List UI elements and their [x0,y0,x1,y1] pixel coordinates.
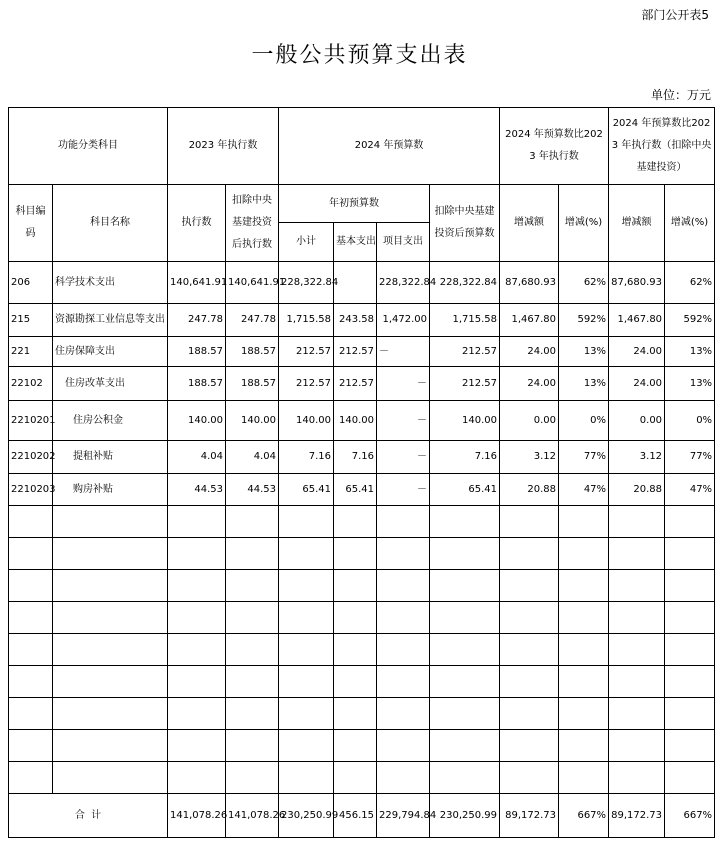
empty-cell [430,634,500,666]
empty-cell [53,602,168,634]
row-budget-excl: 65.41 [430,474,500,506]
row-budget-excl: 7.16 [430,441,500,474]
empty-cell [53,634,168,666]
row-exec-excl: 140.00 [226,401,279,441]
empty-cell [665,602,715,634]
row-project: － [377,337,430,367]
empty-cell [665,538,715,570]
empty-cell [500,570,559,602]
empty-cell [665,634,715,666]
empty-cell [168,570,226,602]
empty-cell [377,602,430,634]
empty-cell [334,762,377,794]
empty-cell [609,730,665,762]
row-name: 购房补贴 [53,474,168,506]
page-title: 一般公共预算支出表 [251,43,468,68]
empty-cell [53,698,168,730]
header-budget-excl: 扣除中央基建投资后预算数 [430,185,500,262]
empty-cell [226,730,279,762]
row-project: 1,472.00 [377,304,430,337]
empty-cell [168,666,226,698]
row-exec: 188.57 [168,337,226,367]
row-pct: 0% [559,401,609,441]
row-project: － [377,474,430,506]
empty-cell [53,506,168,538]
row-project: 228,322.84 [377,262,430,304]
total-subtotal: 230,250.99 [279,794,334,838]
row-code: 2210203 [9,474,53,506]
row-code: 215 [9,304,53,337]
empty-cell [168,538,226,570]
row-name: 住房保障支出 [53,337,168,367]
empty-cell [377,666,430,698]
empty-cell [377,634,430,666]
row-exec-excl: 4.04 [226,441,279,474]
row-inc-2: 87,680.93 [609,262,665,304]
empty-cell [279,698,334,730]
empty-cell [665,698,715,730]
header-func-class: 功能分类科目 [9,108,168,185]
row-name: 住房公积金 [53,401,168,441]
total-budget-excl: 230,250.99 [430,794,500,838]
row-code: 22102 [9,367,53,401]
row-exec-excl: 247.78 [226,304,279,337]
empty-cell [377,506,430,538]
empty-row [9,666,715,698]
row-subtotal: 65.41 [279,474,334,506]
table-row [9,474,715,506]
header-compare-exec: 2024 年预算数比2023 年执行数 [500,108,609,185]
empty-cell [500,762,559,794]
empty-cell [377,698,430,730]
empty-cell [226,634,279,666]
row-pct: 13% [559,367,609,401]
empty-cell [226,602,279,634]
row-code: 221 [9,337,53,367]
empty-cell [53,730,168,762]
empty-cell [665,570,715,602]
total-basic: 456.15 [334,794,377,838]
row-budget-excl: 1,715.58 [430,304,500,337]
empty-cell [279,506,334,538]
row-inc-2: 20.88 [609,474,665,506]
empty-cell [609,762,665,794]
empty-cell [500,666,559,698]
row-pct-2: 0% [665,401,715,441]
row-name: 提租补贴 [53,441,168,474]
empty-cell [500,506,559,538]
row-pct: 13% [559,337,609,367]
empty-cell [9,666,53,698]
row-budget-excl: 212.57 [430,337,500,367]
row-exec: 247.78 [168,304,226,337]
row-code: 206 [9,262,53,304]
empty-cell [559,538,609,570]
empty-cell [53,570,168,602]
empty-cell [226,570,279,602]
header-compare-exec-excl: 2024 年预算数比2023 年执行数（扣除中央基建投资） [609,108,715,185]
empty-cell [279,538,334,570]
empty-cell [9,570,53,602]
empty-cell [9,698,53,730]
empty-cell [226,762,279,794]
header-project: 项目支出 [377,223,430,262]
row-exec: 44.53 [168,474,226,506]
empty-cell [609,506,665,538]
empty-row [9,698,715,730]
row-basic: 7.16 [334,441,377,474]
row-inc: 87,680.93 [500,262,559,304]
empty-cell [665,666,715,698]
total-project: 229,794.84 [377,794,430,838]
empty-cell [9,506,53,538]
header-basic: 基本支出 [334,223,377,262]
row-inc-2: 24.00 [609,337,665,367]
header-subtotal: 小计 [279,223,334,262]
table-row [9,367,715,401]
row-subtotal: 1,715.58 [279,304,334,337]
empty-cell [334,666,377,698]
header-exec-2023: 2023 年执行数 [168,108,279,185]
empty-cell [559,506,609,538]
total-label: 合 计 [9,794,168,838]
header-exec-excl: 扣除中央基建投资后执行数 [226,185,279,262]
empty-cell [168,762,226,794]
row-subtotal: 212.57 [279,367,334,401]
empty-cell [559,730,609,762]
row-pct: 77% [559,441,609,474]
header-inc-pct: 增减(%) [559,185,609,262]
row-inc: 3.12 [500,441,559,474]
empty-cell [226,538,279,570]
row-pct: 62% [559,262,609,304]
row-code: 2210201 [9,401,53,441]
empty-cell [377,538,430,570]
empty-cell [609,666,665,698]
table-row [9,304,715,337]
row-exec-excl: 188.57 [226,367,279,401]
row-pct: 47% [559,474,609,506]
empty-cell [430,570,500,602]
row-basic: 212.57 [334,367,377,401]
row-inc: 0.00 [500,401,559,441]
header-initial-budget: 年初预算数 [279,185,430,223]
row-basic: 243.58 [334,304,377,337]
row-project: － [377,367,430,401]
empty-cell [430,506,500,538]
row-pct-2: 62% [665,262,715,304]
row-basic: 212.57 [334,337,377,367]
row-pct: 592% [559,304,609,337]
row-pct-2: 592% [665,304,715,337]
total-exec: 141,078.26 [168,794,226,838]
row-pct-2: 13% [665,337,715,367]
total-inc-2: 89,172.73 [609,794,665,838]
empty-cell [334,730,377,762]
empty-row [9,602,715,634]
total-pct-2: 667% [665,794,715,838]
empty-row [9,762,715,794]
budget-table [8,107,715,838]
row-pct-2: 47% [665,474,715,506]
empty-cell [665,506,715,538]
empty-cell [334,602,377,634]
empty-cell [430,762,500,794]
empty-cell [430,666,500,698]
empty-cell [279,730,334,762]
empty-cell [665,762,715,794]
row-subtotal: 212.57 [279,337,334,367]
header-budget-2024: 2024 年预算数 [279,108,500,185]
header-inc-pct-2: 增减(%) [665,185,715,262]
empty-cell [168,506,226,538]
empty-cell [377,730,430,762]
header-inc-amt: 增减额 [500,185,559,262]
table-row [9,441,715,474]
empty-cell [377,570,430,602]
empty-cell [334,506,377,538]
empty-row [9,634,715,666]
empty-cell [500,602,559,634]
row-subtotal: 7.16 [279,441,334,474]
empty-row [9,538,715,570]
unit-label: 单位：万元 [650,88,711,102]
empty-row [9,730,715,762]
empty-cell [9,538,53,570]
empty-cell [168,698,226,730]
row-budget-excl: 212.57 [430,367,500,401]
empty-cell [559,762,609,794]
row-project: － [377,401,430,441]
row-exec-excl: 188.57 [226,337,279,367]
row-inc: 24.00 [500,337,559,367]
empty-cell [334,570,377,602]
row-inc-2: 1,467.80 [609,304,665,337]
empty-cell [665,730,715,762]
empty-cell [334,634,377,666]
row-name: 住房改革支出 [53,367,168,401]
row-code: 2210202 [9,441,53,474]
table-row [9,401,715,441]
empty-cell [168,602,226,634]
table-row [9,262,715,304]
row-inc: 1,467.80 [500,304,559,337]
row-exec: 140.00 [168,401,226,441]
empty-cell [334,538,377,570]
row-exec-excl: 44.53 [226,474,279,506]
row-pct-2: 13% [665,367,715,401]
empty-cell [9,730,53,762]
empty-cell [430,730,500,762]
header-exec-num: 执行数 [168,185,226,262]
table-number-note: 部门公开表5 [641,8,709,22]
row-exec: 4.04 [168,441,226,474]
total-inc: 89,172.73 [500,794,559,838]
empty-cell [559,666,609,698]
row-inc: 24.00 [500,367,559,401]
empty-cell [430,602,500,634]
empty-cell [609,602,665,634]
empty-cell [9,634,53,666]
row-subtotal: 140.00 [279,401,334,441]
empty-cell [226,698,279,730]
empty-cell [53,762,168,794]
empty-cell [377,762,430,794]
header-code: 科目编码 [9,185,53,262]
empty-cell [53,666,168,698]
header-inc-amt-2: 增减额 [609,185,665,262]
empty-cell [279,666,334,698]
total-exec-excl: 141,078.26 [226,794,279,838]
empty-cell [559,698,609,730]
row-name: 资源勘探工业信息等支出 [53,304,168,337]
row-inc-2: 3.12 [609,441,665,474]
empty-cell [279,762,334,794]
empty-cell [500,730,559,762]
row-name: 科学技术支出 [53,262,168,304]
empty-cell [609,698,665,730]
row-budget-excl: 140.00 [430,401,500,441]
empty-cell [334,698,377,730]
empty-cell [279,570,334,602]
empty-cell [279,602,334,634]
empty-cell [9,602,53,634]
empty-cell [609,634,665,666]
row-exec: 188.57 [168,367,226,401]
row-basic: 140.00 [334,401,377,441]
empty-cell [500,538,559,570]
empty-cell [9,762,53,794]
empty-cell [559,634,609,666]
empty-cell [500,634,559,666]
empty-cell [53,538,168,570]
header-name: 科目名称 [53,185,168,262]
empty-cell [559,602,609,634]
empty-cell [226,506,279,538]
empty-row [9,506,715,538]
empty-cell [168,634,226,666]
row-project: － [377,441,430,474]
row-basic [334,262,377,304]
row-budget-excl: 228,322.84 [430,262,500,304]
empty-cell [279,634,334,666]
row-exec: 140,641.91 [168,262,226,304]
row-inc: 20.88 [500,474,559,506]
empty-cell [559,570,609,602]
empty-cell [609,570,665,602]
empty-cell [226,666,279,698]
row-exec-excl: 140,641.91 [226,262,279,304]
empty-cell [609,538,665,570]
total-pct: 667% [559,794,609,838]
total-row [9,794,715,838]
empty-row [9,570,715,602]
row-inc-2: 24.00 [609,367,665,401]
empty-cell [168,730,226,762]
empty-cell [430,538,500,570]
empty-cell [430,698,500,730]
table-row [9,337,715,367]
empty-cell [500,698,559,730]
row-subtotal: 228,322.84 [279,262,334,304]
row-pct-2: 77% [665,441,715,474]
row-basic: 65.41 [334,474,377,506]
row-inc-2: 0.00 [609,401,665,441]
